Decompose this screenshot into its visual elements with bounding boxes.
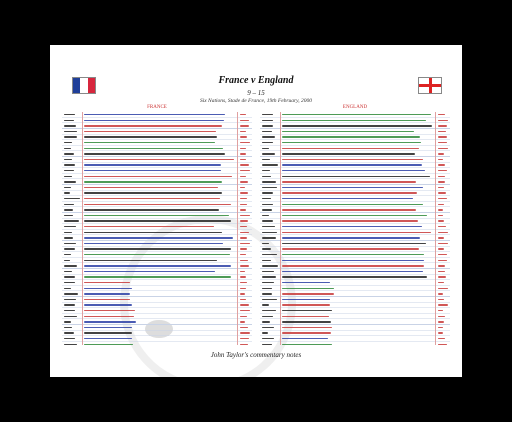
time-stroke	[438, 243, 448, 244]
margin-note-stroke	[64, 332, 74, 333]
time-stroke	[240, 304, 249, 305]
margin-note-stroke	[262, 299, 277, 300]
margin-note-stroke	[64, 192, 70, 193]
note-stroke	[84, 316, 134, 317]
time-stroke	[240, 176, 246, 177]
margin-note-stroke	[64, 276, 75, 277]
margin-note-stroke	[262, 276, 276, 277]
note-stroke	[282, 187, 423, 188]
time-stroke	[438, 265, 445, 266]
note-stroke	[84, 237, 233, 238]
time-stroke	[438, 276, 446, 277]
note-stroke	[282, 344, 332, 345]
margin-note-stroke	[262, 136, 275, 137]
margin-note-stroke	[64, 181, 76, 182]
margin-line	[237, 112, 238, 345]
margin-line	[435, 112, 436, 345]
time-stroke	[240, 293, 245, 294]
margin-note-stroke	[64, 288, 71, 289]
time-stroke	[438, 204, 444, 205]
note-stroke	[84, 153, 225, 154]
note-stroke	[282, 209, 416, 210]
note-stroke	[282, 265, 424, 266]
note-stroke	[84, 293, 130, 294]
note-stroke	[84, 332, 132, 333]
time-stroke	[438, 164, 445, 165]
margin-note-stroke	[64, 271, 72, 272]
time-stroke	[240, 237, 247, 238]
time-stroke	[240, 131, 246, 132]
note-stroke	[84, 321, 136, 322]
note-stroke	[84, 288, 132, 289]
margin-note-stroke	[64, 136, 77, 137]
time-stroke	[240, 181, 248, 182]
margin-note-stroke	[64, 243, 76, 244]
note-stroke	[84, 215, 229, 216]
time-stroke	[438, 288, 448, 289]
margin-note-stroke	[64, 321, 71, 322]
note-stroke	[282, 136, 420, 137]
time-stroke	[240, 265, 249, 266]
margin-note-stroke	[64, 232, 72, 233]
framed-mat	[50, 45, 462, 377]
margin-note-stroke	[64, 153, 74, 154]
margin-note-stroke	[262, 187, 277, 188]
time-stroke	[240, 120, 249, 121]
time-stroke	[438, 260, 447, 261]
note-stroke	[282, 176, 430, 177]
time-stroke	[240, 204, 247, 205]
france-sheet-heading: FRANCE	[147, 105, 167, 110]
note-stroke	[84, 265, 231, 266]
margin-note-stroke	[64, 215, 73, 216]
margin-note-stroke	[262, 327, 274, 328]
time-stroke	[240, 164, 249, 165]
margin-note-stroke	[262, 260, 271, 261]
margin-note-stroke	[262, 304, 269, 305]
margin-note-stroke	[262, 332, 268, 333]
margin-note-stroke	[262, 237, 276, 238]
note-stroke	[84, 220, 231, 221]
time-stroke	[438, 304, 448, 305]
time-stroke	[438, 293, 443, 294]
time-stroke	[240, 276, 246, 277]
time-stroke	[438, 327, 443, 328]
note-stroke	[282, 125, 432, 126]
margin-note-stroke	[64, 327, 72, 328]
margin-note-stroke	[64, 120, 74, 121]
time-stroke	[438, 131, 446, 132]
margin-note-stroke	[64, 209, 73, 210]
note-stroke	[282, 332, 331, 333]
note-stroke	[282, 215, 427, 216]
margin-note-stroke	[262, 204, 273, 205]
time-stroke	[240, 316, 247, 317]
note-stroke	[84, 304, 132, 305]
margin-note-stroke	[262, 164, 278, 165]
margin-note-stroke	[262, 265, 278, 266]
england-sheet-heading: ENGLAND	[342, 105, 368, 110]
note-stroke	[84, 181, 222, 182]
note-stroke	[84, 120, 224, 121]
match-subtitle: Six Nations, Stade de France, 19th February, 2000	[199, 98, 313, 104]
england-notes-sheet	[260, 105, 450, 345]
note-stroke	[282, 120, 426, 121]
margin-note-stroke	[64, 316, 77, 317]
margin-note-stroke	[64, 248, 75, 249]
note-stroke	[282, 288, 334, 289]
margin-note-stroke	[64, 237, 73, 238]
time-stroke	[438, 181, 445, 182]
margin-line	[280, 112, 281, 345]
note-stroke	[84, 243, 223, 244]
note-stroke	[84, 232, 222, 233]
note-stroke	[282, 327, 332, 328]
note-stroke	[84, 164, 221, 165]
note-stroke	[84, 271, 215, 272]
margin-note-stroke	[262, 125, 273, 126]
time-stroke	[240, 344, 248, 345]
time-stroke	[240, 248, 247, 249]
margin-note-stroke	[64, 176, 72, 177]
margin-note-stroke	[64, 187, 71, 188]
note-stroke	[282, 153, 415, 154]
note-stroke	[282, 304, 330, 305]
note-stroke	[84, 260, 217, 261]
time-stroke	[438, 176, 445, 177]
margin-note-stroke	[262, 153, 275, 154]
margin-note-stroke	[64, 265, 77, 266]
margin-note-stroke	[64, 125, 76, 126]
note-stroke	[282, 204, 423, 205]
time-stroke	[240, 260, 248, 261]
margin-note-stroke	[262, 243, 269, 244]
note-stroke	[84, 276, 231, 277]
margin-note-stroke	[262, 181, 276, 182]
note-stroke	[282, 248, 419, 249]
margin-note-stroke	[64, 260, 70, 261]
time-stroke	[240, 220, 248, 221]
match-score: 9 – 15	[247, 89, 265, 97]
margin-note-stroke	[262, 293, 272, 294]
margin-note-stroke	[262, 271, 274, 272]
note-stroke	[84, 192, 222, 193]
note-stroke	[282, 131, 414, 132]
margin-note-stroke	[262, 209, 272, 210]
margin-note-stroke	[262, 215, 269, 216]
note-stroke	[282, 276, 427, 277]
time-stroke	[438, 120, 448, 121]
time-stroke	[438, 332, 443, 333]
margin-note-stroke	[262, 148, 269, 149]
margin-note-stroke	[64, 131, 77, 132]
margin-line	[82, 112, 83, 345]
note-stroke	[282, 148, 419, 149]
margin-note-stroke	[262, 232, 277, 233]
margin-note-stroke	[262, 176, 271, 177]
note-stroke	[282, 321, 331, 322]
note-stroke	[84, 176, 232, 177]
note-stroke	[282, 181, 416, 182]
note-stroke	[282, 299, 330, 300]
note-stroke	[84, 299, 130, 300]
time-stroke	[240, 148, 246, 149]
time-stroke	[438, 299, 444, 300]
time-stroke	[240, 321, 245, 322]
time-stroke	[240, 209, 246, 210]
margin-note-stroke	[262, 192, 273, 193]
time-stroke	[240, 159, 246, 160]
time-stroke	[438, 159, 443, 160]
margin-note-stroke	[262, 248, 271, 249]
margin-note-stroke	[64, 344, 77, 345]
note-stroke	[282, 237, 420, 238]
note-stroke	[282, 232, 431, 233]
note-stroke	[84, 187, 218, 188]
france-notes-sheet	[62, 105, 252, 345]
note-stroke	[282, 243, 426, 244]
margin-note-stroke	[262, 288, 272, 289]
time-stroke	[438, 344, 447, 345]
margin-note-stroke	[64, 204, 74, 205]
time-stroke	[438, 321, 444, 322]
time-stroke	[438, 232, 448, 233]
note-stroke	[84, 136, 217, 137]
time-stroke	[240, 299, 246, 300]
time-stroke	[438, 271, 445, 272]
note-stroke	[84, 209, 219, 210]
margin-note-stroke	[64, 299, 76, 300]
margin-note-stroke	[64, 148, 71, 149]
time-stroke	[240, 332, 250, 333]
time-stroke	[240, 271, 245, 272]
time-stroke	[240, 136, 247, 137]
margin-note-stroke	[64, 293, 78, 294]
time-stroke	[438, 153, 444, 154]
note-stroke	[84, 204, 231, 205]
note-stroke	[84, 159, 234, 160]
note-stroke	[84, 148, 223, 149]
note-stroke	[84, 344, 133, 345]
note-stroke	[282, 220, 418, 221]
margin-note-stroke	[262, 344, 272, 345]
margin-note-stroke	[262, 321, 270, 322]
time-stroke	[438, 125, 447, 126]
time-stroke	[438, 248, 444, 249]
margin-note-stroke	[262, 316, 273, 317]
commentary-caption: John Taylor's commentary notes	[210, 351, 302, 359]
time-stroke	[240, 192, 248, 193]
margin-note-stroke	[64, 164, 75, 165]
margin-note-stroke	[64, 304, 75, 305]
margin-note-stroke	[64, 159, 72, 160]
margin-note-stroke	[262, 120, 273, 121]
note-stroke	[282, 159, 423, 160]
time-stroke	[438, 192, 446, 193]
time-stroke	[438, 136, 447, 137]
time-stroke	[240, 232, 249, 233]
note-stroke	[282, 164, 422, 165]
time-stroke	[240, 153, 246, 154]
note-stroke	[282, 271, 423, 272]
margin-note-stroke	[262, 159, 270, 160]
note-stroke	[282, 293, 334, 294]
time-stroke	[240, 327, 248, 328]
note-stroke	[282, 192, 417, 193]
time-stroke	[438, 148, 448, 149]
time-stroke	[438, 215, 443, 216]
time-stroke	[438, 237, 444, 238]
note-stroke	[282, 316, 329, 317]
time-stroke	[240, 187, 245, 188]
note-stroke	[84, 327, 132, 328]
time-stroke	[438, 220, 444, 221]
note-stroke	[84, 248, 231, 249]
time-stroke	[438, 316, 445, 317]
match-title: France v England	[218, 75, 294, 86]
time-stroke	[438, 209, 443, 210]
time-stroke	[438, 187, 444, 188]
note-stroke	[282, 260, 424, 261]
time-stroke	[240, 215, 250, 216]
margin-note-stroke	[64, 220, 79, 221]
note-stroke	[84, 125, 222, 126]
time-stroke	[240, 288, 246, 289]
margin-note-stroke	[262, 220, 273, 221]
time-stroke	[240, 125, 249, 126]
note-stroke	[84, 131, 216, 132]
margin-note-stroke	[262, 131, 272, 132]
time-stroke	[240, 243, 250, 244]
